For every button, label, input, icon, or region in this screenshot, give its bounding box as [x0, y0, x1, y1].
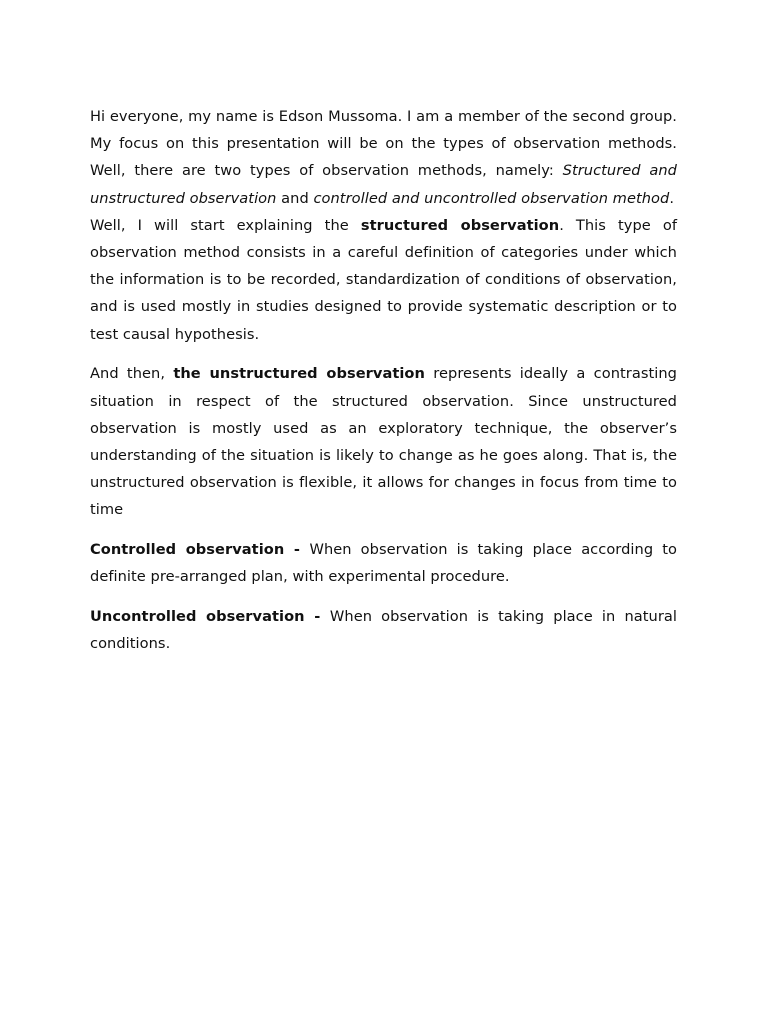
intro-italic-structured: Structured and unstructured observation: [90, 162, 677, 207]
unstructured-term: the unstructured observation: [173, 365, 425, 383]
structured-paragraph: [90, 212, 677, 348]
unstructured-text: represents ideally a contrasting situation in respect of the structured observation. Since unstructured observation is mostly used as an exploratory technique, the observer’s understanding of the situation is likely to change as he goes along. That is, the unstructured observation is flexible, it allows for changes in focus from time to time: [90, 365, 677, 519]
controlled-text: When observation is taking place according to definite pre-arranged plan, with experimental procedure.: [90, 541, 677, 586]
intro-period: .: [669, 189, 675, 207]
structured-term: structured observation: [360, 216, 560, 234]
unstructured-paragraph: [90, 360, 677, 523]
intro-paragraph: [90, 103, 677, 212]
unstructured-lead: And then,: [90, 365, 174, 383]
uncontrolled-text: When observation is taking place in natural conditions.: [90, 607, 677, 653]
controlled-term: Controlled observation -: [90, 541, 310, 559]
structured-text: . This type of observation method consists in a careful definition of categories under which the information is to be recorded, standardization of conditions of observation, and is used mostly in studies designed to provide systematic description or to test causal hypothesis.: [90, 216, 678, 343]
uncontrolled-paragraph: [90, 603, 677, 657]
structured-lead: Well, I will start explaining the: [90, 216, 361, 234]
controlled-paragraph: [90, 536, 677, 590]
uncontrolled-term: Uncontrolled observation -: [90, 607, 330, 625]
document-body: [90, 103, 677, 657]
intro-conjunction: and: [276, 189, 314, 207]
intro-italic-controlled: controlled and uncontrolled observation method: [313, 189, 670, 207]
intro-text: Hi everyone, my name is Edson Mussoma. I am a member of the second group. My focus on this presentation will be on the types of observation methods. Well, there are two types of observation methods, namely:: [90, 108, 677, 180]
